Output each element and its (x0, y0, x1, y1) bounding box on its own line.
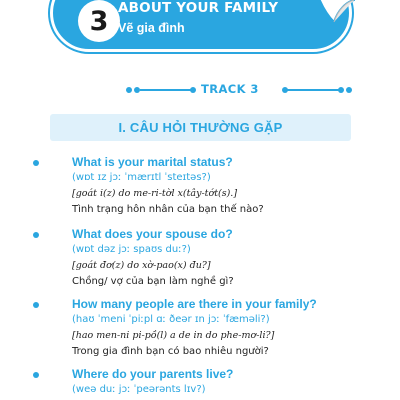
vietnamese-pronunciation: [goát i(z) do me-ri-tờl x(tây-tớt(s).] (72, 188, 238, 199)
ipa-transcription: (haʊ ˈmeni ˈpiːpl ɑː ðeər ɪn jɔː ˈfæməli?) (72, 314, 270, 325)
dot-icon (346, 87, 352, 93)
track-label: TRACK 3 (201, 82, 259, 96)
question-text: How many people are there in your family? (72, 297, 317, 311)
section-title: I. CÂU HỎI THƯỜNG GẶP (118, 120, 283, 135)
dot-icon (126, 87, 132, 93)
bullet-icon (33, 232, 39, 238)
audio-track-marker (60, 82, 340, 98)
unit-subtitle: Vẽ gia đình (118, 21, 185, 35)
vietnamese-pronunciation: [goát đơ(z) do xờ-pao(x) đu?] (72, 260, 211, 271)
bullet-icon (33, 302, 39, 308)
divider (287, 89, 339, 91)
vietnamese-meaning: Chồng/ vợ của bạn làm nghề gì? (72, 276, 234, 287)
unit-title: ABOUT YOUR FAMILY (118, 0, 279, 16)
dot-icon (190, 87, 196, 93)
divider (140, 89, 192, 91)
ipa-transcription: (weə duː jɔː ˈpeərənts lɪv?) (72, 384, 206, 395)
question-text: What does your spouse do? (72, 227, 233, 241)
vietnamese-meaning: Trong gia đình bạn có bao nhiêu người? (72, 346, 269, 357)
unit-number: 3 (89, 5, 109, 37)
dot-icon (338, 87, 344, 93)
question-text: Where do your parents live? (72, 367, 234, 381)
question-text: What is your marital status? (72, 155, 233, 169)
vietnamese-meaning: Tình trạng hôn nhân của bạn thế nào? (72, 204, 264, 215)
section-header (50, 114, 351, 141)
unit-number-badge (78, 0, 120, 42)
vietnamese-pronunciation: [hao men-ni pi-pồ(l) a de in do phe-mơ-li?] (72, 330, 275, 341)
ipa-transcription: (wɒt ɪz jɔː ˈmærɪtl ˈsteɪtəs?) (72, 172, 211, 183)
ipa-transcription: (wɒt dəz jɔː spaʊs duː?) (72, 244, 191, 255)
bullet-icon (33, 160, 39, 166)
bullet-icon (33, 372, 39, 378)
page-curl-icon (316, 0, 356, 24)
